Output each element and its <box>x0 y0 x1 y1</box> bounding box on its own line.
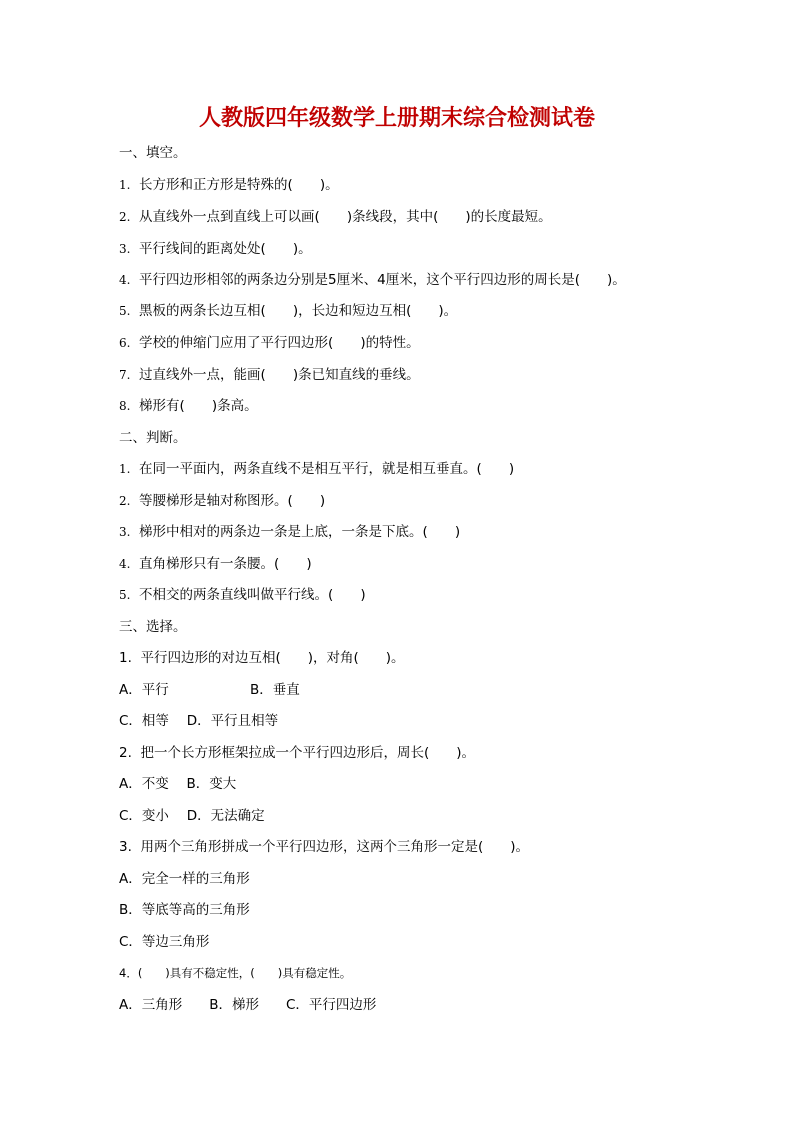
question-3: 3. 用两个三角形拼成一个平行四边形，这两个三角形一定是( )。 <box>119 839 529 855</box>
list-item: 7. 过直线外一点，能画( )条已知直线的垂线。 <box>119 367 420 383</box>
section-heading-judgement: 二、判断。 <box>119 430 187 446</box>
options-ab: A．不变 B．变大 <box>119 776 237 792</box>
list-item: 1. 在同一平面内，两条直线不是相互平行，就是相互垂直。( ) <box>119 461 515 477</box>
section-heading-choice: 三、选择。 <box>119 619 187 635</box>
list-item: 3. 平行线间的距离处处( )。 <box>119 241 312 257</box>
option-b: B．垂直 <box>250 682 300 698</box>
options-cd: C．相等 D．平行且相等 <box>119 713 279 729</box>
option-b: B．等底等高的三角形 <box>119 902 250 918</box>
list-item: 5. 黑板的两条长边互相( )，长边和短边互相( )。 <box>119 303 458 319</box>
section-heading-fill-blank: 一、填空。 <box>119 145 187 161</box>
question-4: 4．( )具有不稳定性，( )具有稳定性。 <box>119 966 352 980</box>
list-item: 1. 长方形和正方形是特殊的( )。 <box>119 177 339 193</box>
options-cd: C．变小 D．无法确定 <box>119 808 265 824</box>
option-c: C．等边三角形 <box>119 934 210 950</box>
list-item: 4. 直角梯形只有一条腰。( ) <box>119 556 312 572</box>
page-title: 人教版四年级数学上册期末综合检测试卷 <box>198 105 595 131</box>
list-item: 2. 等腰梯形是轴对称图形。( ) <box>119 493 326 509</box>
list-item: 6. 学校的伸缩门应用了平行四边形( )的特性。 <box>119 335 420 351</box>
option-a: A．完全一样的三角形 <box>119 871 250 887</box>
option-a: A．平行 <box>119 682 169 698</box>
question-2: 2. 把一个长方形框架拉成一个平行四边形后，周长( )。 <box>119 745 475 761</box>
list-item: 4. 平行四边形相邻的两条边分别是5厘米、4厘米，这个平行四边形的周长是( )。 <box>119 272 626 288</box>
list-item: 3. 梯形中相对的两条边一条是上底，一条是下底。( ) <box>119 524 461 540</box>
list-item: 8. 梯形有( )条高。 <box>119 398 258 414</box>
list-item: 2. 从直线外一点到直线上可以画( )条线段，其中( )的长度最短。 <box>119 209 552 225</box>
question-1: 1. 平行四边形的对边互相( )，对角( )。 <box>119 650 405 666</box>
options-abc: A．三角形 B．梯形 C．平行四边形 <box>119 997 377 1013</box>
list-item: 5. 不相交的两条直线叫做平行线。( ) <box>119 587 366 603</box>
